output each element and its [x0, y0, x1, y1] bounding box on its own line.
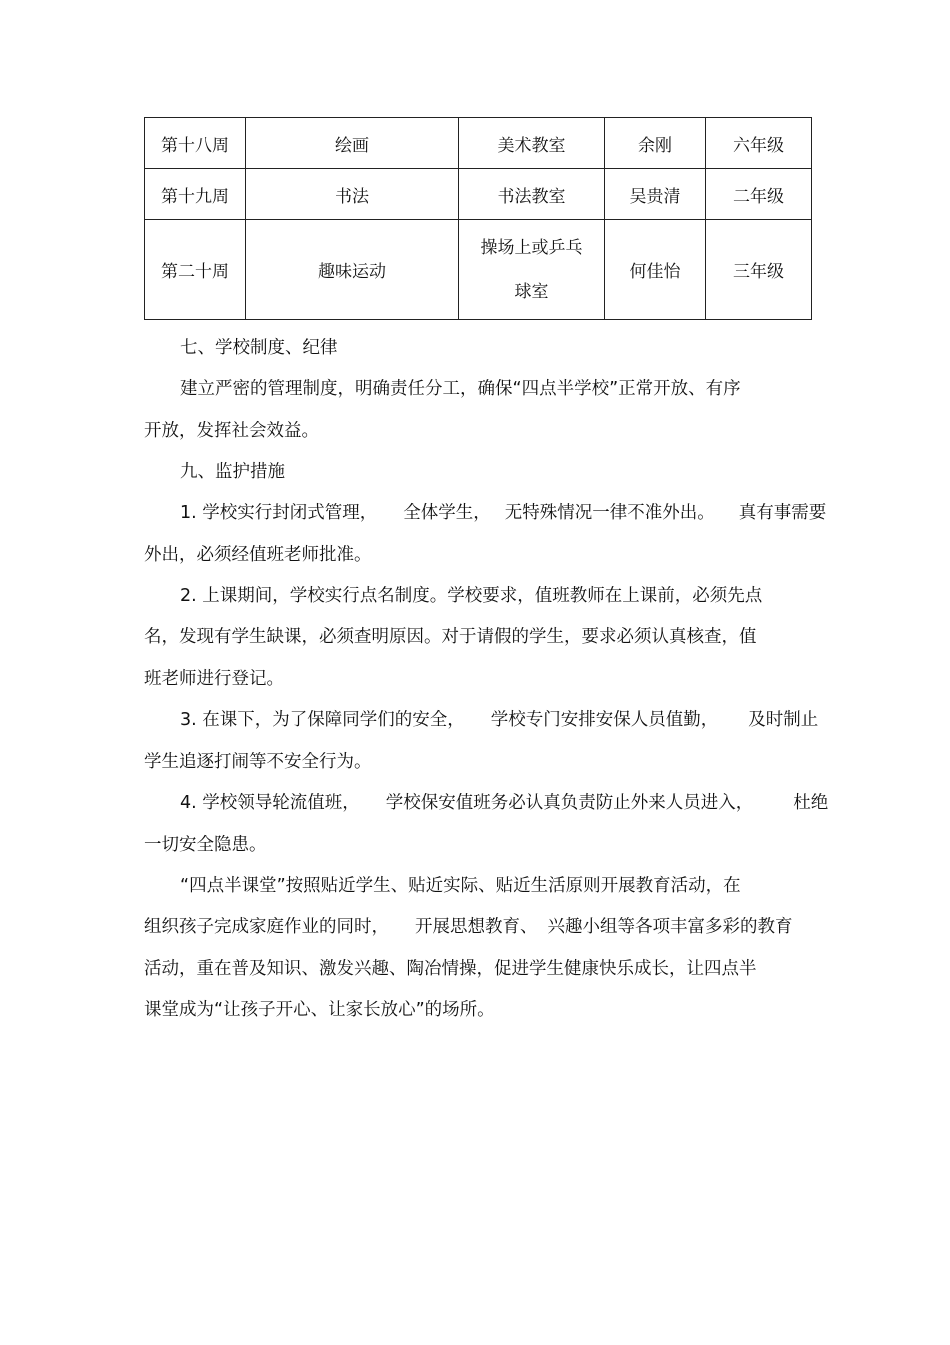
table-row: [145, 220, 812, 320]
section-heading: 七、学校制度、纪律: [180, 338, 338, 358]
paragraph-line: 课堂成为“让孩子开心、让家长放心”的场所。: [144, 1000, 495, 1020]
section-heading: 九、监护措施: [180, 462, 285, 482]
grade-cell: 二年级: [706, 169, 812, 220]
text-run: 无特殊情况一律不准外出。: [504, 503, 715, 523]
text-run: 开展思想教育、: [415, 917, 538, 937]
week-cell: 第十九周: [145, 169, 246, 220]
text-run: 全体学生，: [403, 503, 491, 523]
text-run: 3. 在课下，为了保障同学们的安全，: [180, 710, 465, 730]
paragraph-line: 学生追逐打闹等不安全行为。: [144, 752, 372, 772]
grade-cell: 三年级: [706, 220, 812, 320]
paragraph-line: 活动，重在普及知识、激发兴趣、陶冶情操，促进学生健康快乐成长，让四点半: [144, 959, 757, 979]
location-line: 操场上或乒乓: [480, 237, 583, 258]
teacher-cell: 吴贵清: [605, 169, 706, 220]
table-row: [145, 118, 812, 169]
activity-cell: 绘画: [246, 118, 459, 169]
paragraph-line: 开放，发挥社会效益。: [144, 421, 319, 441]
activity-cell: 书法: [246, 169, 459, 220]
paragraph-line: 2. 上课期间，学校实行点名制度。学校要求，值班教师在上课前，必须先点: [180, 586, 763, 606]
text-run: 4. 学校领导轮流值班，: [180, 793, 360, 813]
table-row: [145, 169, 812, 220]
location-cell: 书法教室: [459, 169, 605, 220]
paragraph-line: 名，发现有学生缺课，必须查明原因。对于请假的学生，要求必须认真核查，值: [144, 627, 757, 647]
text-run: 组织孩子完成家庭作业的同时，: [144, 917, 389, 937]
text-run: 及时制止: [748, 710, 819, 730]
paragraph-line: [180, 791, 828, 815]
paragraph-line: 外出，必须经值班老师批准。: [144, 545, 372, 565]
paragraph-line: 一切安全隐患。: [144, 835, 267, 855]
location-cell: [459, 220, 605, 320]
week-cell: 第二十周: [145, 220, 246, 320]
paragraph-line: [144, 915, 793, 939]
text-run: 学校专门安排安保人员值勤，: [490, 710, 719, 730]
text-run: 学校保安值班务必认真负责防止外来人员进入，: [385, 793, 754, 813]
schedule-table: [144, 117, 812, 320]
text-run: 真有事需要: [738, 503, 827, 523]
activity-cell: 趣味运动: [246, 220, 459, 320]
teacher-cell: 余刚: [605, 118, 706, 169]
paragraph-line: “四点半课堂”按照贴近学生、贴近实际、贴近生活原则开展教育活动，在: [180, 876, 741, 896]
paragraph-line: [180, 708, 818, 732]
text-run: 1. 学校实行封闭式管理，: [180, 503, 378, 523]
week-cell: 第十八周: [145, 118, 246, 169]
paragraph-line: 建立严密的管理制度，明确责任分工，确保“四点半学校”正常开放、有序: [180, 379, 741, 399]
teacher-cell: 何佳怡: [605, 220, 706, 320]
text-run: 兴趣小组等各项丰富多彩的教育: [547, 917, 793, 937]
location-line: 球室: [514, 281, 549, 302]
grade-cell: 六年级: [706, 118, 812, 169]
paragraph-line: 班老师进行登记。: [144, 669, 284, 689]
text-run: 杜绝: [793, 793, 829, 813]
paragraph-line: [180, 501, 826, 525]
location-cell: 美术教室: [459, 118, 605, 169]
